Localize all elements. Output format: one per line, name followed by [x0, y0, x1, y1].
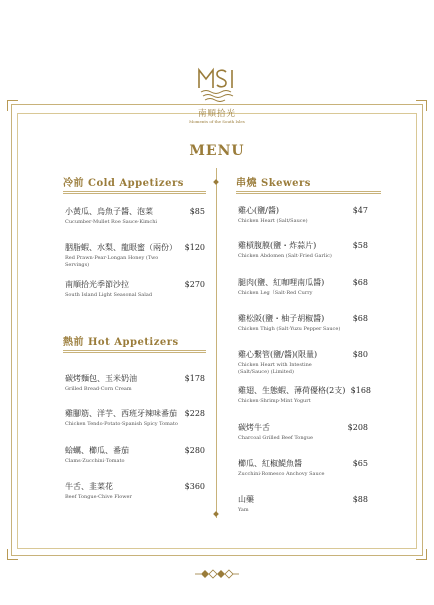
item-name-en: Chicken‧Shrimp‧Mint Yogurt: [238, 398, 311, 404]
bottom-diamond-ornament: [195, 569, 239, 579]
list-item: [65, 481, 132, 501]
item-name-en: Chicken Abdomen (Salt‧Fried Garlic): [238, 253, 332, 259]
item-name-en: Chicken Heart (Salt/Sauce): [238, 218, 308, 224]
item-price: $47: [352, 206, 368, 215]
list-item: [65, 242, 175, 268]
section-title-hot: 熱前 Hot Appetizers: [63, 337, 179, 348]
item-name-en: Charcoal Grilled Beef Tongue: [238, 435, 313, 441]
list-item: [238, 349, 333, 375]
section-rule: [63, 191, 206, 194]
list-item: [238, 458, 324, 478]
brand-logo-icon: [195, 66, 239, 102]
menu-title: MENU: [189, 143, 245, 159]
item-price: $178: [184, 374, 205, 383]
list-item: [238, 277, 324, 297]
list-item: [238, 240, 332, 260]
item-name-cn: 碳烤牛舌: [238, 423, 270, 432]
item-name-cn: 櫛瓜、紅椒鯷魚醬: [238, 459, 302, 468]
item-name-en: Red Prawn‧Pear‧Longan Honey (Two Servings): [65, 255, 159, 268]
list-item: [238, 494, 254, 514]
list-item: [238, 422, 313, 442]
item-name-en: Clams‧Zucchini‧Tomato: [65, 458, 125, 464]
list-item: [238, 313, 340, 333]
list-item: [65, 445, 129, 465]
item-name-cn: 蛤蠣、櫛瓜、番茄: [65, 446, 129, 455]
item-name-cn: 雞翅、生態蝦、薄荷優格(2支): [238, 386, 346, 395]
item-name-cn: 雞槓腹膜(鹽・炸蒜片): [238, 241, 317, 250]
item-name-en: Zucchini‧Romesco Anchovy Sauce: [238, 471, 325, 477]
section-title-cold: 冷前 Cold Appetizers: [63, 178, 184, 189]
item-name-en: Chicken Leg（Salt‧Red Curry: [238, 290, 313, 296]
item-price: $228: [184, 409, 205, 418]
list-item: [65, 206, 157, 226]
item-price: $58: [352, 241, 368, 250]
list-item: [65, 373, 137, 393]
section-rule: [236, 191, 381, 194]
item-price: $360: [184, 482, 205, 491]
item-price: $68: [352, 314, 368, 323]
item-name-cn: 雞心繫管(鹽/醬)(限量): [238, 350, 318, 359]
item-name-cn: 碳烤麵包、玉米奶油: [65, 374, 137, 383]
item-name-en: Beef Tongue‧Chive Flower: [65, 494, 132, 500]
section-title-skewers: 串燒 Skewers: [236, 178, 311, 189]
list-item: [238, 205, 308, 225]
item-name-cn: 南順拾光季節沙拉: [65, 280, 129, 289]
item-name-en: Chicken Thigh (Salt‧Yuzu Pepper Sauce): [238, 326, 341, 332]
item-price: $88: [352, 495, 368, 504]
item-price: $120: [184, 243, 205, 252]
item-price: $208: [347, 423, 368, 432]
item-name-cn: 雞心(鹽/醬): [238, 206, 279, 215]
item-name-en: South Island Light Seasonal Salad: [65, 292, 153, 298]
list-item: [65, 279, 152, 299]
corner-ornament: [7, 549, 18, 560]
item-name-en: Chicken Heart with Intestine (Salt/Sauce) (Limited): [238, 362, 312, 375]
brand-name-cn: 南順拾光: [197, 109, 236, 119]
item-name-en: Yam: [238, 507, 249, 513]
item-price: $68: [352, 278, 368, 287]
item-name-cn: 小黃瓜、烏魚子醬、泡菜: [65, 207, 153, 216]
item-name-cn: 雞松阪(鹽・柚子胡椒醬): [238, 314, 325, 323]
section-rule: [63, 350, 206, 353]
item-price: $65: [352, 459, 368, 468]
list-item: [65, 408, 178, 428]
brand-name-en: Moments of the South Isles: [189, 119, 245, 124]
item-name-cn: 牛舌、韭菜花: [65, 482, 113, 491]
item-name-en: Grilled Bread‧Corn Cream: [65, 386, 132, 392]
item-price: $85: [189, 207, 205, 216]
item-name-cn: 山藥: [238, 495, 254, 504]
column-divider: [216, 168, 217, 518]
item-name-cn: 雞腳筋、洋芋、西班牙辣味番茄: [65, 409, 177, 418]
item-name-en: Cucumber‧Mullet Roe Sauce‧Kimchi: [65, 219, 158, 225]
item-name-en: Chicken Tendo‧Potato‧Spanish Spicy Tomato: [65, 421, 178, 427]
corner-ornament: [416, 549, 427, 560]
item-price: $80: [352, 350, 368, 359]
item-price: $270: [184, 280, 205, 289]
list-item: [238, 385, 345, 405]
item-name-cn: 胭脂蝦、水梨、龍眼蜜（兩份）: [65, 243, 177, 252]
item-name-cn: 腿肉(鹽、紅咖哩南瓜醬): [238, 278, 325, 287]
item-price: $280: [184, 446, 205, 455]
item-price: $168: [350, 386, 371, 395]
